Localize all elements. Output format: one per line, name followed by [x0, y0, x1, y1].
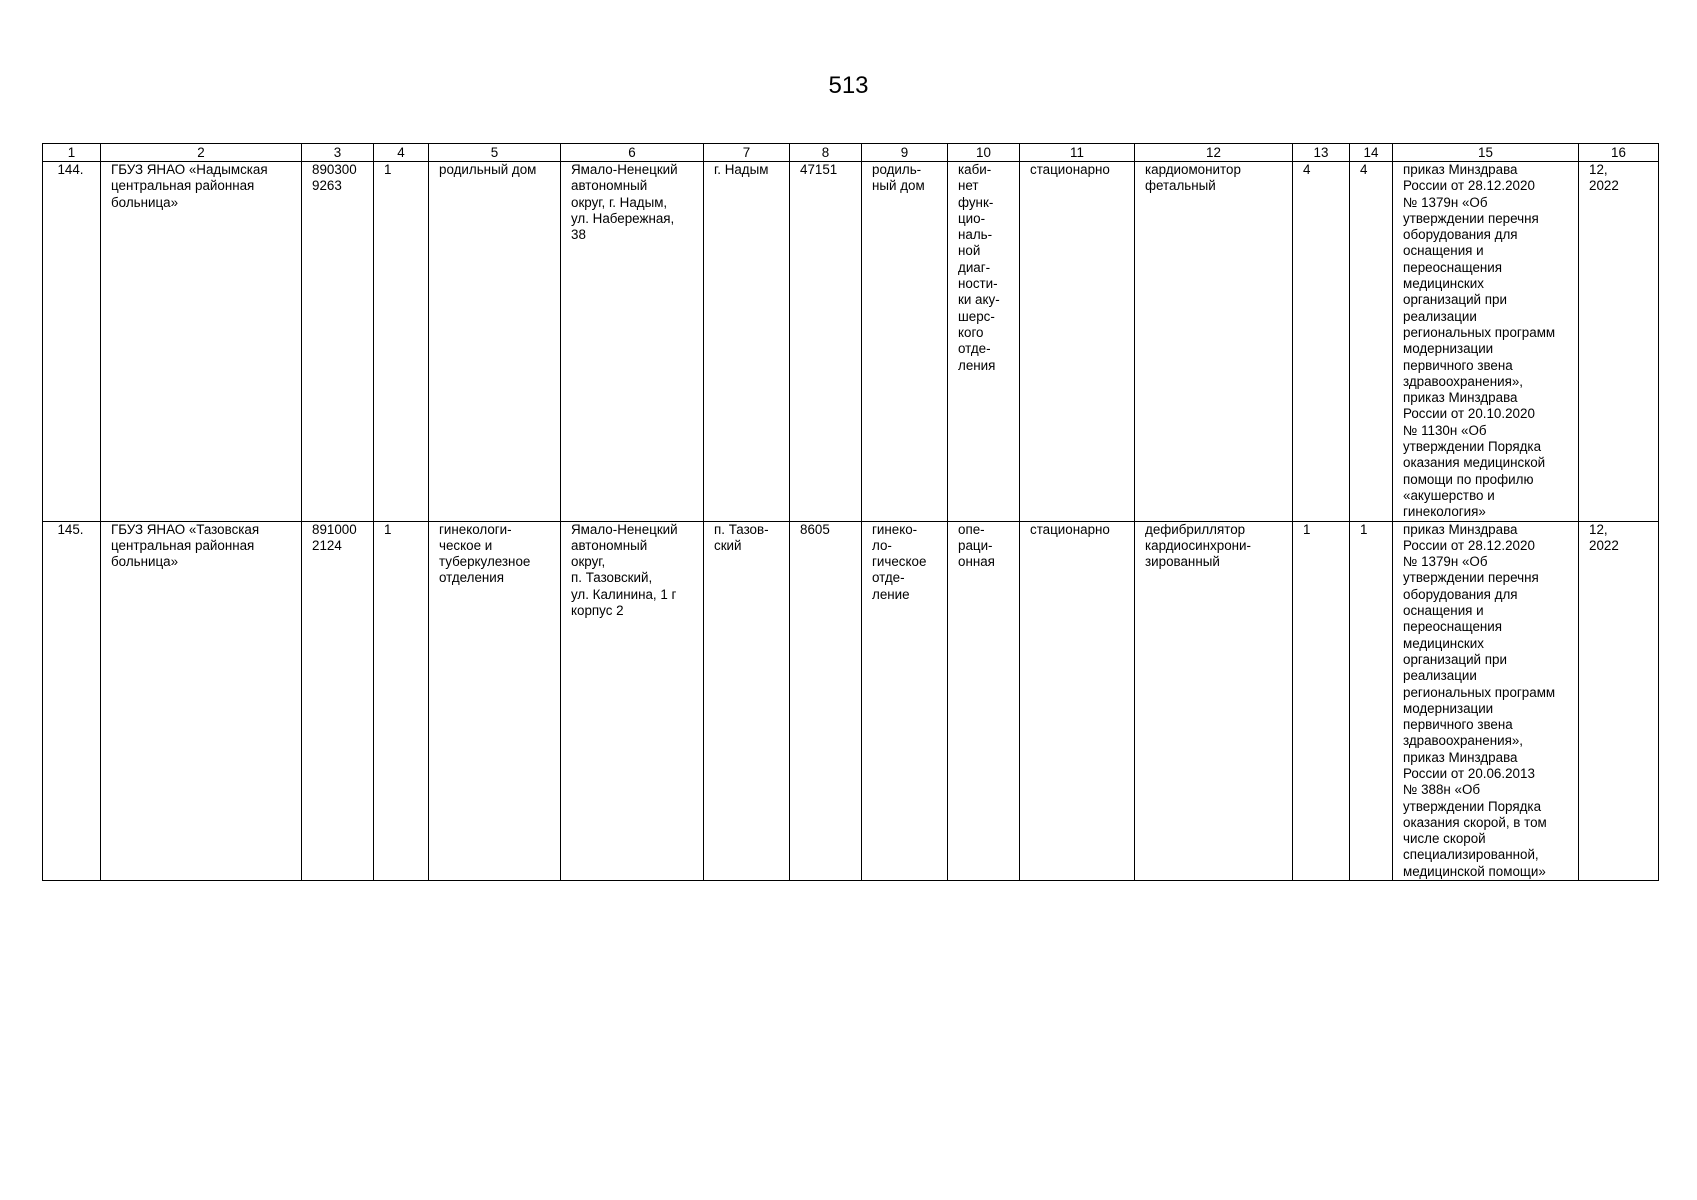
legal-basis-cell: приказ Минздрава России от 28.12.2020 № 1379н «Об утверждении перечня оборудования для оснащения и переоснащения медицинских организаций при реализации региональных программ модернизации первичного звена здравоохранения», приказ Минздрава России от 20.10.2020 № 1130н «Об утверждении Порядка оказания медицинской помощи по профилю «акушерство и гинекология» [1393, 162, 1579, 522]
table-cell: 8605 [790, 521, 862, 881]
header-cell: 3 [302, 144, 374, 162]
table-row [43, 521, 1659, 881]
settlement-cell: п. Тазов- ский [704, 521, 790, 881]
row-number-cell: 145. [43, 521, 101, 881]
header-cell: 10 [948, 144, 1020, 162]
room-cell: опе- раци- онная [948, 521, 1020, 881]
equipment-table [42, 143, 1659, 881]
header-cell: 5 [429, 144, 561, 162]
organization-cell: ГБУЗ ЯНАО «Надымская центральная районная больница» [101, 162, 302, 522]
header-cell: 13 [1293, 144, 1350, 162]
settlement-cell: г. Надым [704, 162, 790, 522]
organization-cell: ГБУЗ ЯНАО «Тазовская центральная районная больница» [101, 521, 302, 881]
department-cell: гинеко- ло- гическое отде- ление [862, 521, 948, 881]
header-cell: 12 [1135, 144, 1293, 162]
table-header-row [43, 144, 1659, 162]
header-cell: 9 [862, 144, 948, 162]
table-cell: 1 [374, 162, 429, 522]
row-number-cell: 144. [43, 162, 101, 522]
header-cell: 8 [790, 144, 862, 162]
care-condition-cell: стационарно [1020, 162, 1135, 522]
address-cell: Ямало-Ненецкий автономный округ, г. Надым, ул. Набережная, 38 [561, 162, 704, 522]
address-cell: Ямало-Ненецкий автономный округ, п. Тазовский, ул. Калинина, 1 г корпус 2 [561, 521, 704, 881]
date-cell: 12, 2022 [1579, 162, 1659, 522]
table-row [43, 162, 1659, 522]
legal-basis-cell: приказ Минздрава России от 28.12.2020 № 1379н «Об утверждении перечня оборудования для оснащения и переоснащения медицинских организаций при реализации региональных программ модернизации первичного звена здравоохранения», приказ Минздрава России от 20.06.2013 № 388н «Об утверждении Порядка оказания скорой, в том числе скорой специализированной, медицинской помощи» [1393, 521, 1579, 881]
quantity-cell: 4 [1350, 162, 1393, 522]
header-cell: 2 [101, 144, 302, 162]
header-cell: 14 [1350, 144, 1393, 162]
table-cell: 1 [374, 521, 429, 881]
header-cell: 15 [1393, 144, 1579, 162]
header-cell: 16 [1579, 144, 1659, 162]
quantity-cell: 1 [1293, 521, 1350, 881]
equipment-cell: дефибриллятор кардиосинхрони- зированный [1135, 521, 1293, 881]
code-cell: 890300 9263 [302, 162, 374, 522]
department-cell: родиль- ный дом [862, 162, 948, 522]
quantity-cell: 1 [1350, 521, 1393, 881]
header-cell: 1 [43, 144, 101, 162]
facility-type-cell: гинекологи- ческое и туберкулезное отделения [429, 521, 561, 881]
room-cell: каби- нет функ- цио- наль- ной диаг- ности- ки аку- шерс- кого отде- ления [948, 162, 1020, 522]
header-cell: 11 [1020, 144, 1135, 162]
code-cell: 891000 2124 [302, 521, 374, 881]
header-cell: 6 [561, 144, 704, 162]
equipment-cell: кардиомонитор фетальный [1135, 162, 1293, 522]
page-number: 513 [828, 72, 869, 99]
care-condition-cell: стационарно [1020, 521, 1135, 881]
date-cell: 12, 2022 [1579, 521, 1659, 881]
header-cell: 7 [704, 144, 790, 162]
header-cell: 4 [374, 144, 429, 162]
quantity-cell: 4 [1293, 162, 1350, 522]
facility-type-cell: родильный дом [429, 162, 561, 522]
table-cell: 47151 [790, 162, 862, 522]
